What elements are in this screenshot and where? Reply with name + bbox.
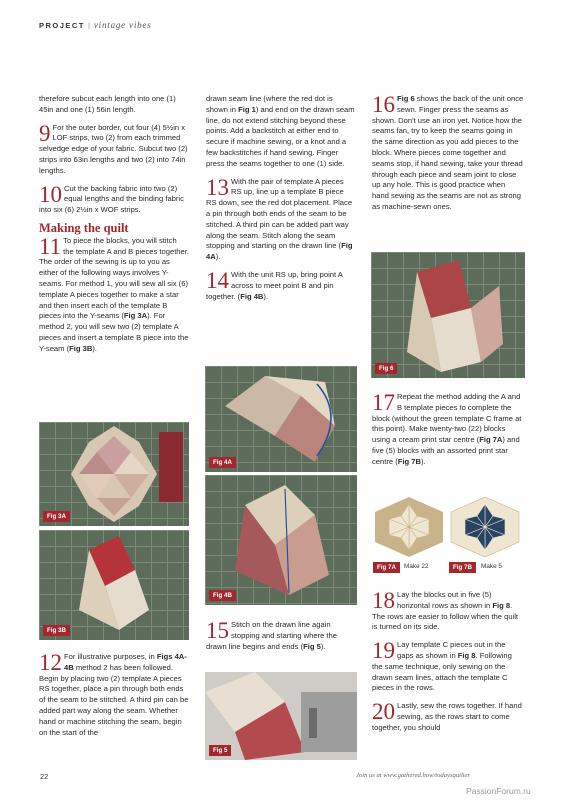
step-text: Lay template C pieces out in the gaps as shown in [397,640,506,660]
step-text: Lastly, sew the rows together. If hand sewing, as the rows start to come together, you should [372,701,522,732]
step-text: ). [320,641,326,651]
step-text: For illustrative purposes, in [64,652,157,661]
step-number: 15 [206,618,229,643]
column-3-bottom [372,590,524,741]
column-2 [206,94,356,309]
step-number: 12 [39,650,62,675]
step-text: ) and five (5) blocks with an assorted print star centre ( [372,435,520,466]
figure-label: Fig 7B [449,562,476,573]
section-heading: Making the quilt [39,220,129,235]
step-number: 17 [372,390,395,415]
fig-ref: Fig 3B [69,343,93,353]
step-9 [39,120,189,177]
step-text: ). For method 2, you will sew two (2) template A pieces and insert a template B piece into the Y-seam ( [39,311,189,353]
step-number: 13 [206,174,229,200]
step-15 [206,620,356,652]
step-number: 18 [372,588,395,613]
step-text: Cut the backing fabric into two (2) equal lengths and the binding fabric into six (6) 2½in x WOF strips. [39,183,184,215]
step-text: With the unit RS up, bring point A across to meet point B and pin together. ( [206,269,343,301]
fig-ref: Fig 6 [397,94,415,103]
step-number: 19 [372,638,395,664]
figure-label: Fig 4B [209,590,236,601]
fig-4b-photo [205,475,357,605]
fig-4a-photo [205,366,357,472]
text-run: drawn seam line (where the red dot is shown in [206,94,333,114]
fig-7a-diagram [372,496,446,558]
fig-ref: Fig 4B [240,291,264,301]
fig-7b-diagram [448,496,522,558]
step-text: Lay the blocks out in five (5) horizontal rows as shown in [397,590,493,610]
step-10 [39,181,189,216]
fig-3a-photo [39,422,189,526]
fig-ref: Fig 8 [492,600,511,610]
figure-label: Fig 4A [209,457,236,468]
fig-ref: Fig 5 [303,641,321,651]
step-14 [206,267,356,302]
column-2-continued [206,620,356,659]
intro-text [206,94,356,170]
step-18 [372,590,524,633]
step-text: ). [420,456,426,466]
section-label: PROJECT [39,21,85,30]
step-12 [39,652,189,738]
step-number: 20 [372,699,395,725]
page-header [39,20,152,30]
figure-label: Fig 3A [43,511,70,522]
step-number: 10 [39,181,62,207]
watermark: PassionForum.ru [466,786,531,796]
figure-label: Fig 7A [373,562,400,573]
step-text: . Following the same technique, only sewing on the drawn seam lines, attach the template C pieces in the rows. [372,650,512,693]
step-text: With the pair of template A pieces RS up, line up a template B piece RS down, see the red dot placement. Place a pin through both ends of the seam to be stitched. A third pin can be added part way along the seam. Stitch along the seam stopping and starting on the drawn line ( [206,176,353,251]
fig-4b-illustration [205,475,357,605]
make-count-caption: Make 5 [481,563,502,570]
footer-link-text: Join us at www.gathered.how/todaysquilter [356,772,471,779]
column-1-continued [39,652,189,745]
fig-ref: Fig 1 [238,104,256,114]
column-3 [372,94,524,220]
fig-ref: Fig 8 [457,650,476,660]
step-17 [372,392,524,468]
make-count-caption: Make 22 [404,563,429,570]
step-text: To piece the blocks, you will stitch the template A and B pieces together. The order of the sewing is up to you as either of the following ways involves Y-seams. For method 1, you will sew all six (6) template A pieces together to make a star and then insert each of the template B pieces into the Y-seams ( [39,235,189,321]
navy-star-block [448,496,522,558]
cream-star-block [372,496,446,558]
column-3-continued [372,392,524,475]
header-separator: | [87,21,91,30]
fig-ref: Fig 4A [206,241,353,262]
figure-label: Fig 6 [375,363,397,374]
step-text: shows the back of the unit once sewn. Finger press the seams as shown. Don't use an iron yet. Notice how the seams fan, try to keep the seams going in the same direction as you add pieces to the block. Where pieces come together and seams stop, if hand sewing, take your thread through each piece and seam joint to close up any hole. This is good practice when hand sewing as the seams are not as strong as machine-sewn ones. [372,94,524,211]
step-text: . The rows are easier to follow when the quilt is turned on its side. [372,600,519,632]
step-text: ). [92,343,97,353]
step-number: 16 [372,92,395,117]
fig-5-photo [205,672,357,760]
column-1 [39,94,189,362]
page-number: 22 [40,772,49,781]
figure-label: Fig 5 [209,745,231,756]
fig-ref: Figs 4A-4B [64,652,187,672]
fig-ref: Fig 7A [479,435,503,445]
step-13 [206,174,356,263]
intro-text: therefore subcut each length into one (1) 45in and one (1) 56in length. [39,94,176,114]
text-run: ) and end on the drawn seam line, do not extend stitching beyond these points. Add a backstitch at either end to secure if machine sewing, or a knot and a few backstitches if hand sewing. Finger press the seams together to one (1) side. [206,104,355,168]
step-text: For the outer border, cut four (4) 5½in x LOF strips, two (2) from each trimmed selvedge edge of your fabric. Subcut two (2) strips into 63in lengths and two (2) into 74in lengths. [39,122,188,175]
fig-6-illustration [371,252,525,378]
fig-3b-photo [39,530,189,640]
fig-ref: Fig 7B [397,456,421,466]
step-text: ). [215,252,221,262]
step-text: method 2 has been followed. Begin by placing two (2) template A pieces RS together, place a pin through both ends of the seam to be stitched. A third pin can be added part way along the seam. Whether hand or machine stitching the seam, begin on the start of the [39,662,189,737]
fig-ref: Fig 3A [123,311,148,321]
step-16 [372,94,524,213]
step-number: 11 [39,233,62,259]
step-number: 14 [206,267,229,293]
y-seam-unit-illustration [39,530,189,640]
step-number: 9 [39,120,51,146]
figure-label: Fig 3B [43,625,70,636]
step-19 [372,640,524,694]
project-title: vintage vibes [93,20,152,30]
step-text: Repeat the method adding the A and B template pieces to complete the block (without the green template C frame at this point). Make twenty-two (22) blocks using a cream print star centre ( [372,392,522,445]
step-text: ). [263,291,269,301]
fig-6-photo [371,252,525,378]
step-20 [372,701,524,733]
step-text: Stitch on the drawn line again stopping and starting where the drawn line begins and ends ( [206,620,337,651]
step-11 [39,233,189,355]
